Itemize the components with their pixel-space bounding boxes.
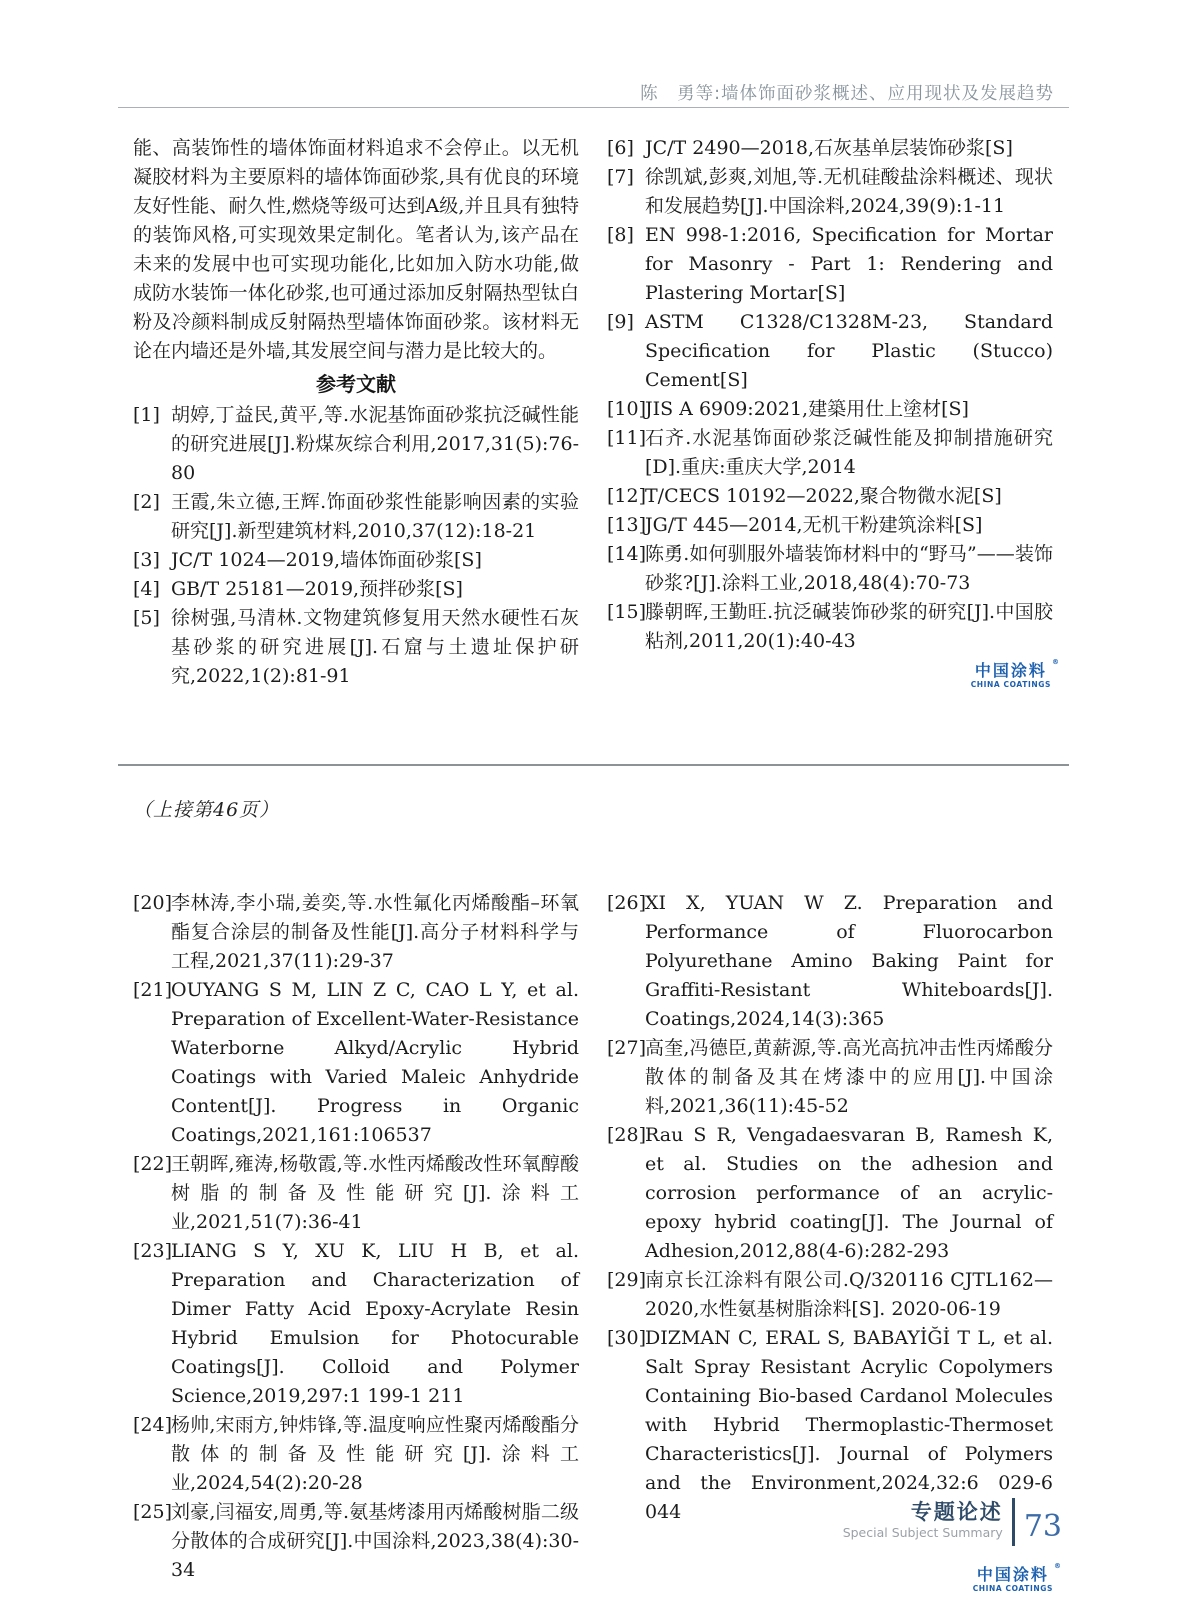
reference-item bbox=[607, 598, 1053, 656]
reference-text: JC/T 2490—2018,石灰基单层装饰砂浆[S] bbox=[645, 137, 1013, 159]
reference-text: 王霞,朱立德,王辉.饰面砂浆性能影响因素的实验研究[J].新型建筑材料,2010,37(12):18-21 bbox=[171, 491, 579, 542]
reference-text: 李林涛,李小瑞,姜奕,等.水性氟化丙烯酸酯–环氧酯复合涂层的制备及性能[J].高分子材料科学与工程,2021,37(11):29-37 bbox=[171, 892, 579, 972]
top-section bbox=[133, 134, 1059, 691]
reference-number: [12] bbox=[607, 485, 647, 507]
reference-list-top-left bbox=[133, 401, 579, 691]
continued-from-note: （上接第46页） bbox=[133, 799, 280, 821]
reference-text: 石齐.水泥基饰面砂浆泛碱性能及抑制措施研究[D].重庆:重庆大学,2014 bbox=[645, 427, 1053, 478]
logo-en-text: CHINA COATINGS bbox=[972, 1584, 1053, 1593]
reference-text: 滕朝晖,王勤旺.抗泛碱装饰砂浆的研究[J].中国胶粘剂,2011,20(1):40-43 bbox=[645, 601, 1053, 652]
reference-number: [4] bbox=[133, 578, 160, 600]
reference-item bbox=[607, 308, 1053, 395]
body-paragraph: 能、高装饰性的墙体饰面材料追求不会停止。以无机凝胶材料为主要原料的墙体饰面砂浆,具有优良的环境友好性能、耐久性,燃烧等级可达到A级,并且具有独特的装饰风格,可实现效果定制化。笔者认为,该产品在未来的发展中也可实现功能化,比如加入防水功能,做成防水装饰一体化砂浆,也可通过添加反射隔热型钛白粉及冷颜料制成反射隔热型墙体饰面砂浆。该材料无论在内墙还是外墙,其发展空间与潜力是比较大的。 bbox=[133, 137, 579, 362]
reference-number: [27] bbox=[607, 1037, 647, 1059]
reference-number: [22] bbox=[133, 1153, 173, 1175]
reference-number: [3] bbox=[133, 549, 160, 571]
top-right-column bbox=[607, 134, 1059, 691]
reference-text: DIZMAN C, ERAL S, BABAYİĞİ T L, et al. Salt Spray Resistant Acrylic Copolymers Containing Bio-based Cardanol Molecules with Hybrid Thermoplastic-Thermoset Characteristics[J]. Journal of Polymers and the Environment,2024,32:6 029-6 044 bbox=[645, 1327, 1053, 1523]
reference-number: [28] bbox=[607, 1124, 647, 1146]
footer-divider-bar bbox=[1012, 1498, 1015, 1546]
top-left-column bbox=[133, 134, 579, 691]
reference-item bbox=[607, 511, 1053, 540]
reference-item bbox=[133, 401, 579, 488]
reference-item bbox=[607, 482, 1053, 511]
reference-text: XI X, YUAN W Z. Preparation and Performance of Fluorocarbon Polyurethane Amino Baking Paint for Graffiti-Resistant Whiteboards[J]. Coatings,2024,14(3):365 bbox=[645, 892, 1053, 1030]
reference-number: [1] bbox=[133, 404, 160, 426]
reference-number: [23] bbox=[133, 1240, 173, 1262]
reference-item bbox=[607, 395, 1053, 424]
reference-text: 徐凯斌,彭爽,刘旭,等.无机硅酸盐涂料概述、现状和发展趋势[J].中国涂料,2024,39(9):1-11 bbox=[645, 166, 1053, 217]
reference-number: [2] bbox=[133, 491, 160, 513]
reference-text: 徐树强,马清林.文物建筑修复用天然水硬性石灰基砂浆的研究进展[J].石窟与土遗址保护研究,2022,1(2):81-91 bbox=[171, 607, 579, 687]
reference-text: EN 998-1:2016, Specification for Mortar for Masonry - Part 1: Rendering and Plastering Mortar[S] bbox=[645, 224, 1053, 304]
reference-number: [9] bbox=[607, 311, 634, 333]
reference-number: [29] bbox=[607, 1269, 647, 1291]
reference-text: JG/T 445—2014,无机干粉建筑涂料[S] bbox=[645, 514, 983, 536]
reference-item bbox=[133, 546, 579, 575]
bottom-section bbox=[133, 889, 1061, 1593]
china-coatings-logo-top bbox=[607, 658, 1059, 689]
reference-item bbox=[607, 540, 1053, 598]
reference-text: 南京长江涂料有限公司.Q/320116 CJTL162—2020,水性氨基树脂涂料[S]. 2020-06-19 bbox=[645, 1269, 1053, 1320]
reference-item bbox=[133, 1498, 579, 1585]
reference-item bbox=[607, 1034, 1053, 1121]
reference-text: LIANG S Y, XU K, LIU H B, et al. Preparation and Characterization of Dimer Fatty Acid Epoxy-Acrylate Resin Hybrid Emulsion for Photocurable Coatings[J]. Colloid and Polymer Science,2019,297:1 199-1 211 bbox=[171, 1240, 579, 1407]
reference-text: 高奎,冯德臣,黄薪源,等.高光高抗冲击性丙烯酸分散体的制备及其在烤漆中的应用[J].中国涂料,2021,36(11):45-52 bbox=[645, 1037, 1053, 1117]
reference-text: JC/T 1024—2019,墙体饰面砂浆[S] bbox=[171, 549, 482, 571]
reference-list-top-right bbox=[607, 134, 1053, 656]
running-header-title: 陈 勇等:墙体饰面砂浆概述、应用现状及发展趋势 bbox=[640, 84, 1054, 104]
registered-mark-icon: ® bbox=[1052, 658, 1059, 666]
reference-item bbox=[133, 976, 579, 1150]
reference-number: [6] bbox=[607, 137, 634, 159]
reference-item bbox=[133, 889, 579, 976]
page-number: 73 bbox=[1023, 1509, 1062, 1544]
header-rule bbox=[118, 107, 1069, 108]
reference-text: 杨帅,宋雨方,钟炜锋,等.温度响应性聚丙烯酸酯分散体的制备及性能研究[J].涂料工业,2024,54(2):20-28 bbox=[171, 1414, 579, 1494]
logo-en-text: CHINA COATINGS bbox=[970, 679, 1051, 689]
reference-item bbox=[133, 1411, 579, 1498]
reference-number: [20] bbox=[133, 892, 173, 914]
reference-text: T/CECS 10192—2022,聚合物微水泥[S] bbox=[645, 485, 1002, 507]
bottom-right-column bbox=[607, 889, 1061, 1593]
reference-item bbox=[133, 604, 579, 691]
reference-number: [15] bbox=[607, 601, 647, 623]
reference-text: 陈勇.如何驯服外墙装饰材料中的“野马”——装饰砂浆?[J].涂料工业,2018,48(4):70-73 bbox=[645, 543, 1053, 594]
reference-number: [5] bbox=[133, 607, 160, 629]
reference-text: OUYANG S M, LIN Z C, CAO L Y, et al. Preparation of Excellent-Water-Resistance Waterborne Alkyd/Acrylic Hybrid Coatings with Varied Maleic Anhydride Content[J]. Progress in Organic Coatings,2021,161:106537 bbox=[171, 979, 579, 1146]
reference-number: [11] bbox=[607, 427, 647, 449]
footer-section-title-en: Special Subject Summary bbox=[842, 1525, 1003, 1540]
reference-item bbox=[607, 889, 1053, 1034]
reference-number: [30] bbox=[607, 1327, 647, 1349]
reference-item bbox=[133, 1150, 579, 1237]
page-footer bbox=[843, 1500, 1062, 1546]
reference-text: 胡婷,丁益民,黄平,等.水泥基饰面砂浆抗泛碱性能的研究进展[J].粉煤灰综合利用,2017,31(5):76-80 bbox=[171, 404, 579, 484]
reference-text: GB/T 25181—2019,预拌砂浆[S] bbox=[171, 578, 463, 600]
logo-zh-label: 中国涂料 bbox=[974, 661, 1047, 680]
reference-item bbox=[133, 575, 579, 604]
reference-number: [7] bbox=[607, 166, 634, 188]
reference-number: [10] bbox=[607, 398, 647, 420]
reference-number: [21] bbox=[133, 979, 173, 1001]
logo-zh-text bbox=[973, 1562, 1061, 1585]
reference-number: [24] bbox=[133, 1414, 173, 1436]
reference-number: [14] bbox=[607, 543, 647, 565]
reference-text: 刘豪,闫福安,周勇,等.氨基烤漆用丙烯酸树脂二级分散体的合成研究[J].中国涂料,2023,38(4):30-34 bbox=[171, 1501, 579, 1581]
reference-number: [8] bbox=[607, 224, 634, 246]
reference-item bbox=[607, 1121, 1053, 1266]
reference-number: [13] bbox=[607, 514, 647, 536]
reference-item bbox=[133, 488, 579, 546]
reference-text: JIS A 6909:2021,建築用仕上塗材[S] bbox=[645, 398, 969, 420]
reference-item bbox=[607, 134, 1053, 163]
reference-item bbox=[133, 1237, 579, 1411]
reference-number: [25] bbox=[133, 1501, 173, 1523]
section-divider-rule bbox=[118, 764, 1069, 766]
reference-item bbox=[607, 1324, 1053, 1527]
reference-item bbox=[607, 221, 1053, 308]
footer-section-title-zh: 专题论述 bbox=[910, 1500, 1003, 1524]
reference-list-bottom-left bbox=[133, 889, 579, 1585]
reference-item bbox=[607, 1266, 1053, 1324]
china-coatings-logo bbox=[972, 1562, 1061, 1593]
footer-section-labels bbox=[843, 1500, 1003, 1541]
reference-text: Rau S R, Vengadaesvaran B, Ramesh K, et al. Studies on the adhesion and corrosion performance of an acrylic-epoxy hybrid coating[J]. The Journal of Adhesion,2012,88(4-6):282-293 bbox=[645, 1124, 1053, 1262]
registered-mark-icon: ® bbox=[1054, 1562, 1061, 1571]
china-coatings-logo-bottom bbox=[972, 1562, 1061, 1595]
china-coatings-logo bbox=[970, 658, 1059, 689]
reference-text: ASTM C1328/C1328M-23, Standard Specification for Plastic (Stucco) Cement[S] bbox=[645, 311, 1053, 391]
logo-zh-label: 中国涂料 bbox=[976, 1565, 1049, 1585]
logo-zh-text bbox=[971, 658, 1059, 680]
references-heading: 参考文献 bbox=[316, 372, 396, 396]
reference-item bbox=[607, 424, 1053, 482]
reference-list-bottom-right bbox=[607, 889, 1053, 1527]
reference-item bbox=[607, 163, 1053, 221]
bottom-left-column bbox=[133, 889, 579, 1585]
reference-text: 王朝晖,雍涛,杨敬霞,等.水性丙烯酸改性环氧醇酸树脂的制备及性能研究[J].涂料工业,2021,51(7):36-41 bbox=[171, 1153, 579, 1233]
reference-number: [26] bbox=[607, 892, 647, 914]
